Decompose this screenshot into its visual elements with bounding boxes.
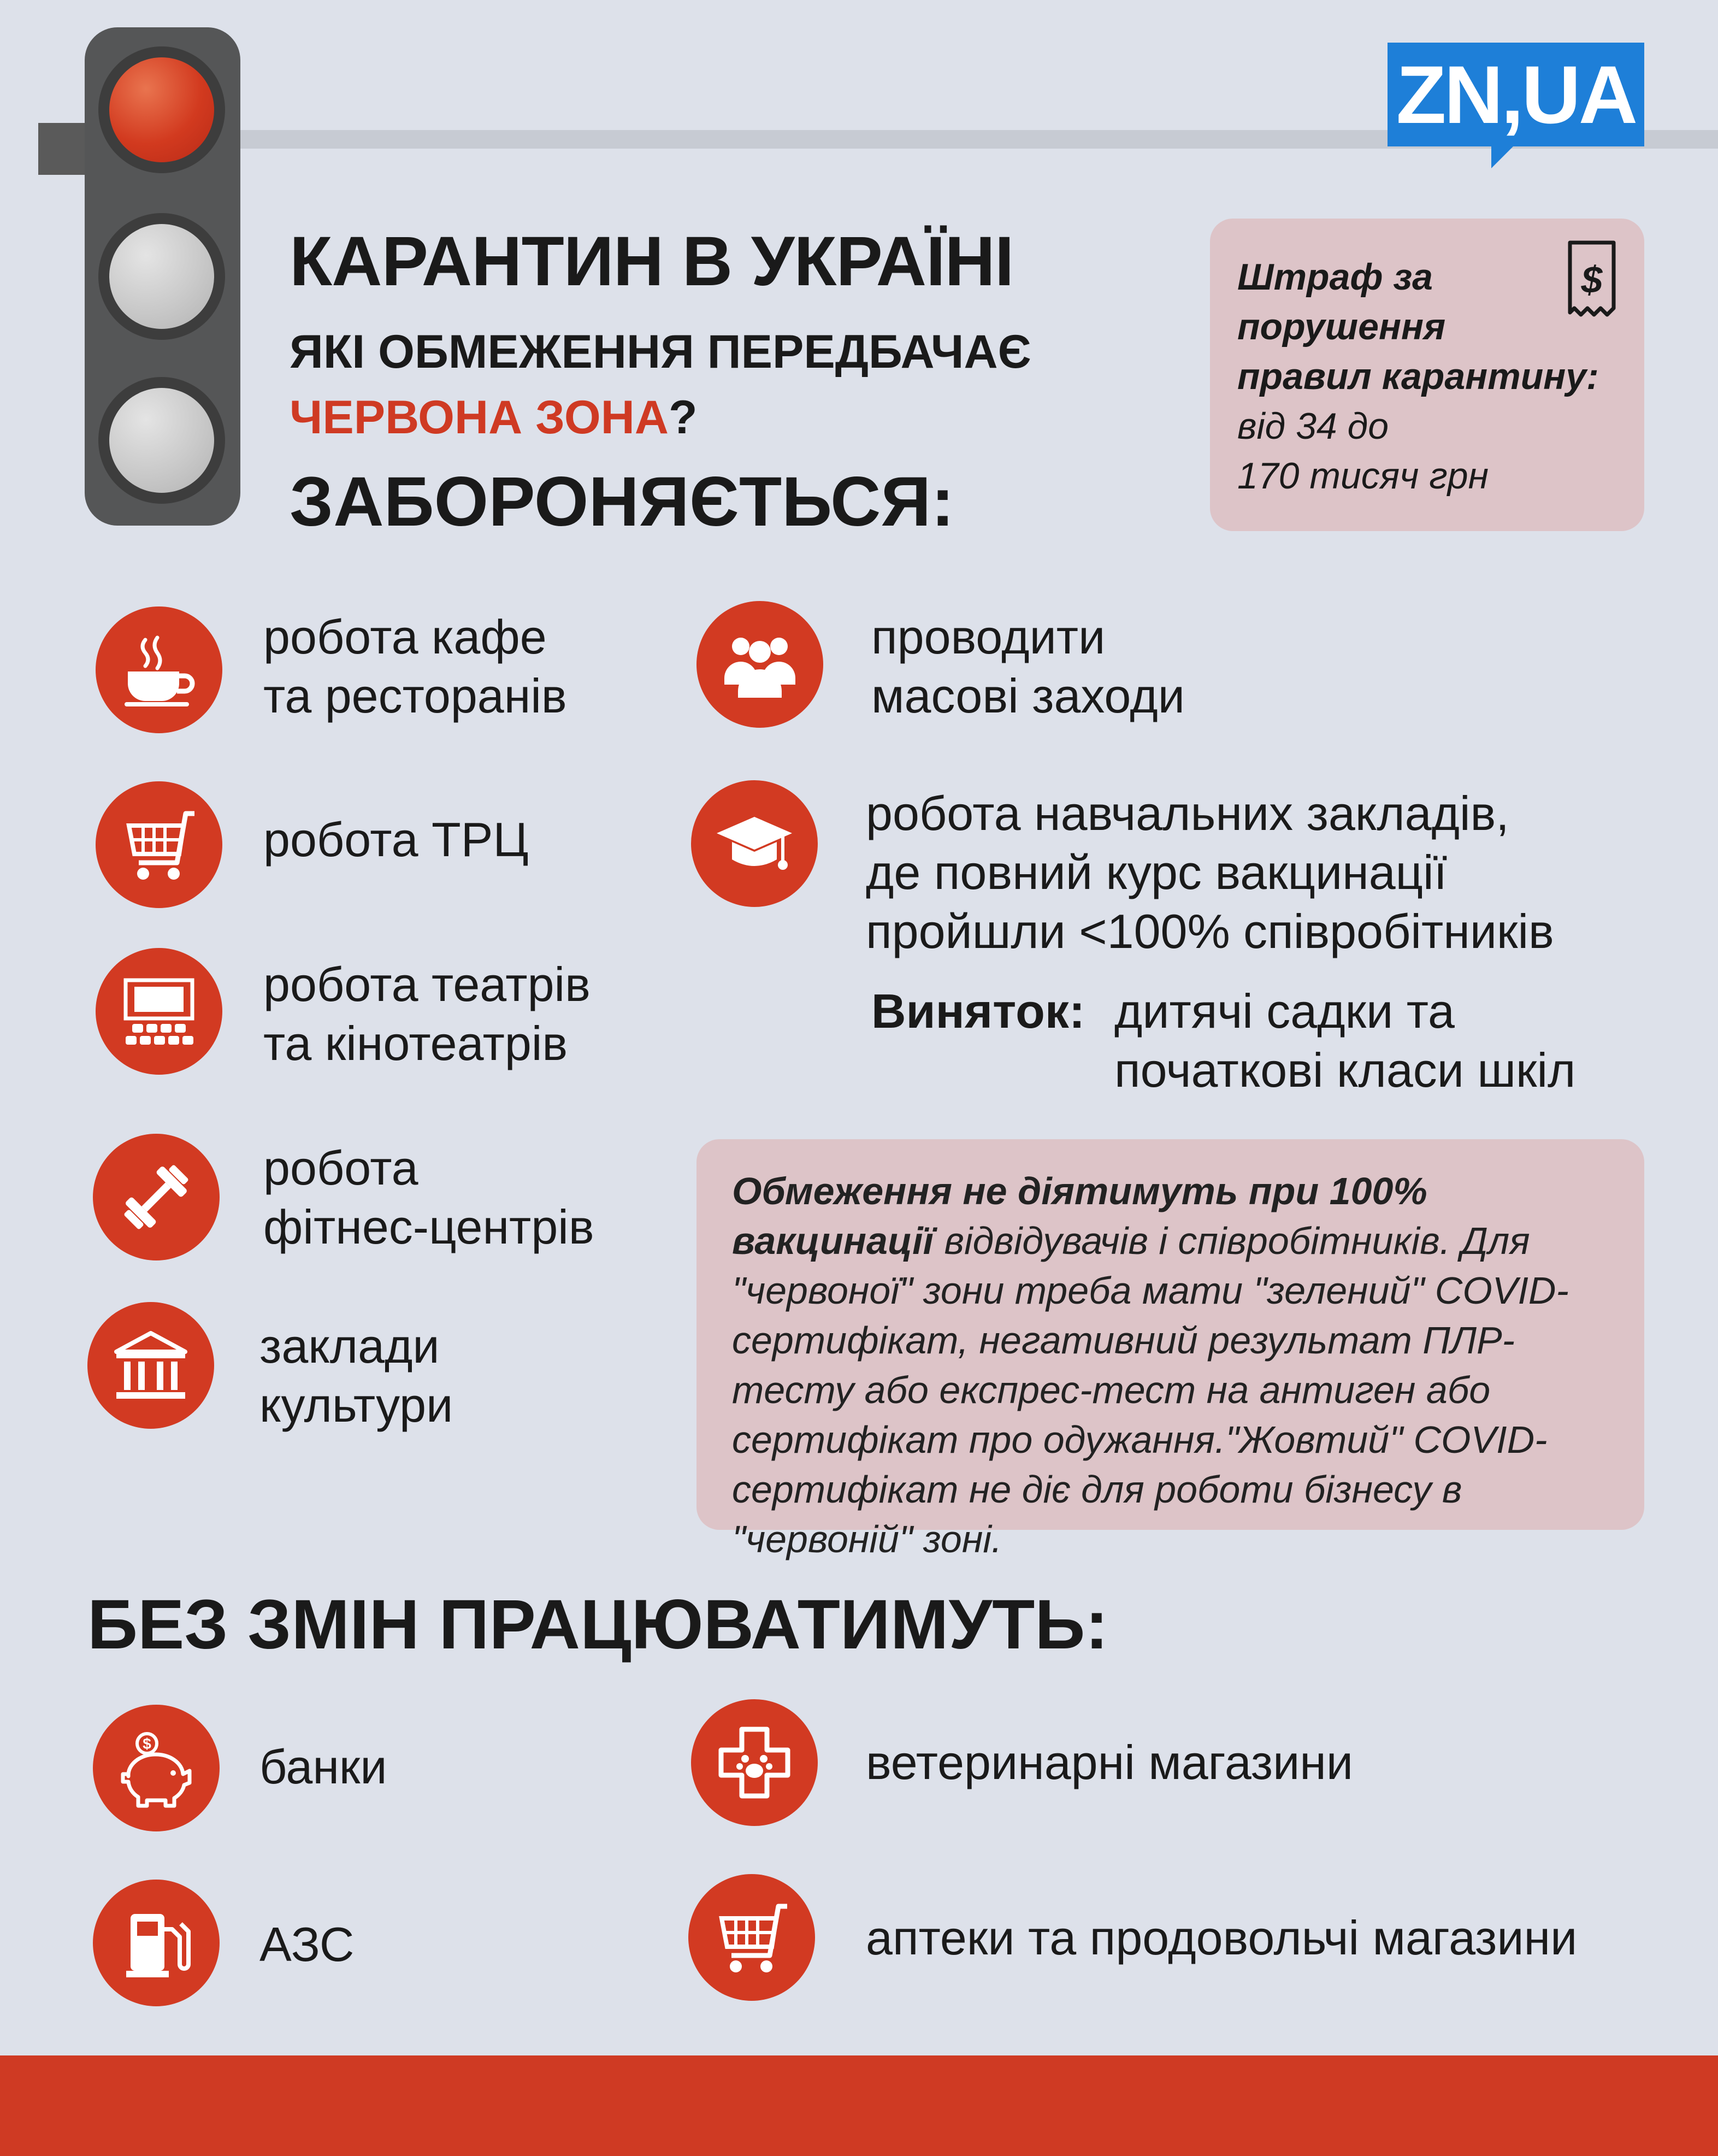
fine-heading-line: Штраф за xyxy=(1237,256,1433,298)
subtitle-line: ЯКІ ОБМЕЖЕННЯ ПЕРЕДБАЧАЄ xyxy=(290,326,1031,378)
gas-pump-icon xyxy=(93,1880,220,2006)
subtitle-red-zone xyxy=(290,391,698,445)
logo-tail xyxy=(1491,146,1513,168)
forbidden-item-schools: робота навчальних закладів, де повний курс вакцинації пройшли <100% співробітників xyxy=(866,786,1554,958)
museum-icon xyxy=(87,1302,214,1429)
crowd-icon xyxy=(696,601,823,728)
receipt-dollar-icon xyxy=(1566,240,1618,317)
traffic-light-red-lamp xyxy=(98,46,225,173)
unchanged-item-vet-shops: ветеринарні магазини xyxy=(866,1735,1354,1789)
shopping-cart-icon xyxy=(688,1874,815,2001)
svg-text:$: $ xyxy=(1581,258,1603,301)
graduation-cap-icon xyxy=(691,780,818,907)
fine-amount-line: 170 тисяч грн xyxy=(1237,455,1489,497)
page-title: КАРАНТИН В УКРАЇНІ xyxy=(290,222,1014,301)
fine-amount-line: від 34 до xyxy=(1237,405,1389,447)
exception-label: Виняток: xyxy=(871,984,1085,1038)
fine-heading-line: правил карантину: xyxy=(1237,356,1599,397)
svg-text:$: $ xyxy=(143,1735,151,1752)
note-bold: Обмеження не діятимуть при 100% вакцинації xyxy=(732,1170,1427,1262)
exception-text: дитячі садки та початкові класи шкіл xyxy=(1114,984,1576,1097)
fine-heading-line: порушення xyxy=(1237,306,1446,347)
piggy-bank-icon xyxy=(93,1705,220,1831)
unchanged-heading: БЕЗ ЗМІН ПРАЦЮВАТИМУТЬ: xyxy=(87,1586,1108,1664)
forbidden-item-cafe: робота кафе та ресторанів xyxy=(263,610,567,723)
shopping-cart-icon xyxy=(96,781,222,908)
zn-ua-logo[interactable]: ZN,UA xyxy=(1388,43,1644,146)
forbidden-item-mall: робота ТРЦ xyxy=(263,812,529,867)
forbidden-item-theatres: робота театрів та кінотеатрів xyxy=(263,957,591,1070)
traffic-light-yellow-lamp xyxy=(98,213,225,340)
cinema-icon xyxy=(96,948,222,1075)
dumbbell-icon xyxy=(93,1134,220,1260)
subtitle-question-mark: ? xyxy=(668,391,698,444)
forbidden-item-fitness: робота фітнес-центрів xyxy=(263,1141,594,1254)
footer-bar xyxy=(0,2055,1718,2156)
coffee-cup-icon xyxy=(96,606,222,733)
unchanged-item-banks: банки xyxy=(259,1740,387,1794)
unchanged-item-pharmacies: аптеки та продовольчі магазини xyxy=(866,1911,1578,1965)
forbidden-item-culture: заклади культури xyxy=(259,1319,453,1432)
vaccination-note-box xyxy=(696,1139,1644,1560)
fine-box xyxy=(1210,219,1644,531)
forbidden-item-mass-events: проводити масові заходи xyxy=(871,610,1185,723)
vet-paw-icon xyxy=(691,1699,818,1826)
red-zone-label: ЧЕРВОНА ЗОНА xyxy=(290,391,669,444)
unchanged-item-gas-stations: АЗС xyxy=(259,1917,355,1971)
note-text: відвідувачів і співробітників. Для "червоної" зони треба мати "зелений" COVID-сертифікат, негативний результат ПЛР-тесту або експрес-тест на антиген або сертифікат про одужання."Жовтий" COVID-сертифікат не діє для роботи бізнесу в "червоній" зоні. xyxy=(732,1220,1569,1560)
traffic-light-green-lamp xyxy=(98,377,225,504)
forbidden-heading: ЗАБОРОНЯЄТЬСЯ: xyxy=(290,463,954,541)
